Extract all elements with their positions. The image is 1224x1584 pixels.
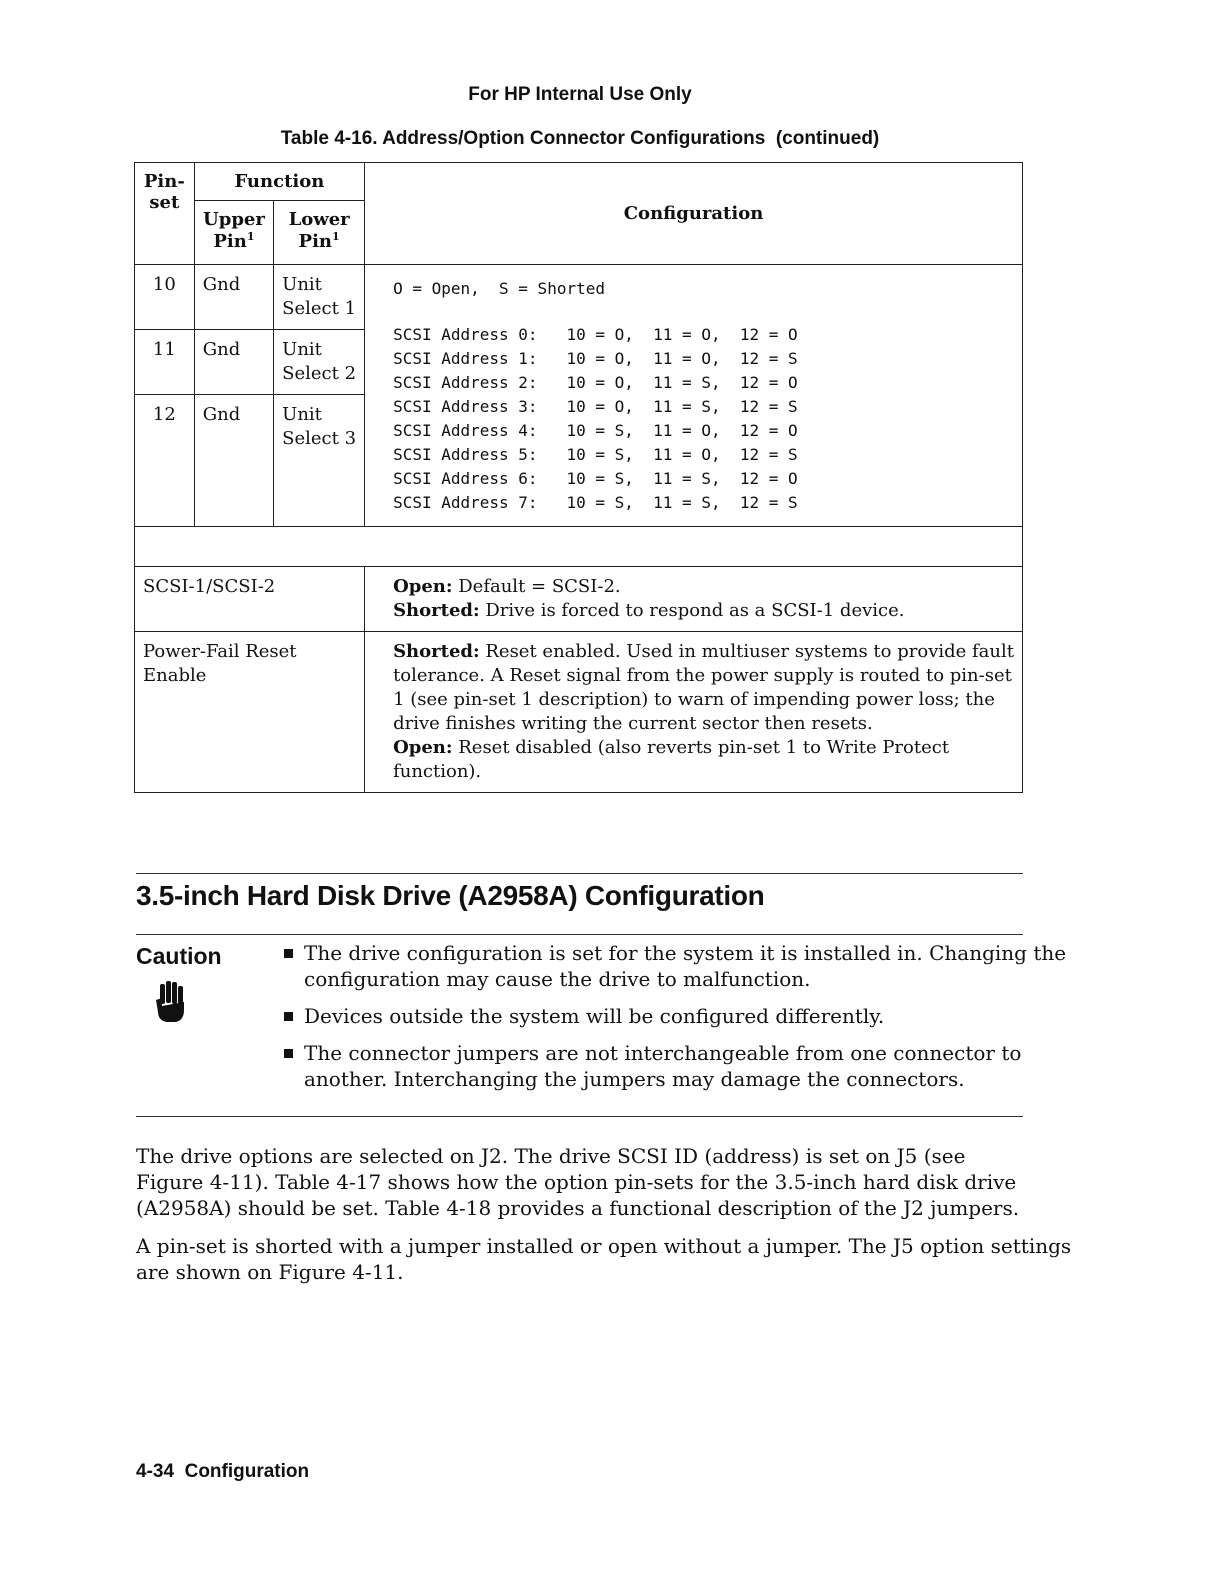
section-heading: 3.5-inch Hard Disk Drive (A2958A) Configuration (136, 880, 765, 911)
option-name-cell: SCSI-1/SCSI-2 (135, 567, 365, 632)
shorted-label: Shorted: (393, 641, 480, 662)
open-text: Default = SCSI-2. (452, 576, 621, 597)
caution-line: The connector jumpers are not interchangeable from one connector to (304, 1041, 1022, 1065)
body-paragraph-2 (136, 1233, 1072, 1285)
upper-pin-cell: Gnd (194, 265, 273, 330)
upper-pin-cell: Gnd (194, 330, 273, 395)
open-shorted-legend: O = Open, S = Shorted (393, 279, 605, 298)
bullet-icon (284, 1049, 293, 1058)
header-lower-pin-label: Pin (298, 231, 333, 252)
scsi-address-line: SCSI Address 7: 10 = S, 11 = S, 12 = S (393, 493, 798, 512)
table-row (135, 567, 1023, 632)
scsi-address-line: SCSI Address 2: 10 = O, 11 = S, 12 = O (393, 373, 798, 392)
header-function: Function (194, 163, 364, 201)
table-row (135, 632, 1023, 793)
caution-label: Caution (136, 943, 222, 969)
header-lower-pin (274, 201, 365, 265)
internal-use-note: For HP Internal Use Only (468, 84, 692, 105)
description-line: 1 (see pin-set 1 description) to warn of impending power loss; the (393, 689, 995, 710)
body-paragraph-1 (136, 1143, 1026, 1221)
description-line: tolerance. A Reset signal from the power supply is routed to pin-set (393, 665, 1012, 686)
pinset-cell: 12 (135, 395, 195, 527)
upper-pin-cell: Gnd (194, 395, 273, 527)
section-rule-top (136, 873, 1023, 874)
table-row (135, 265, 1023, 330)
caution-item (284, 1003, 1029, 1029)
lower-pin-cell (274, 265, 365, 330)
caution-line: another. Interchanging the jumpers may damage the connectors. (304, 1067, 965, 1091)
lower-pin-line: Select 1 (282, 298, 357, 319)
scsi-address-line: SCSI Address 6: 10 = S, 11 = S, 12 = O (393, 469, 798, 488)
shorted-text: Drive is forced to respond as a SCSI-1 device. (479, 600, 905, 621)
footer-section: Configuration (184, 1461, 310, 1482)
scsi-address-line: SCSI Address 3: 10 = O, 11 = S, 12 = S (393, 397, 798, 416)
option-description-cell (365, 632, 1023, 793)
header-upper-label: Upper (203, 209, 265, 230)
connector-config-table (134, 162, 1023, 793)
spacer-row (135, 527, 1023, 567)
caution-rule-bottom (136, 1116, 1023, 1117)
description-line: function). (393, 761, 482, 782)
header-pinset: Pin-set (135, 163, 195, 265)
paragraph-line: (A2958A) should be set. Table 4-18 provides a functional description of the J2 jumpers. (136, 1196, 1020, 1220)
footnote-marker: 1 (332, 230, 340, 243)
header-upper-pin-label: Pin (213, 231, 247, 252)
lower-pin-cell (274, 395, 365, 527)
lower-pin-line: Select 2 (282, 363, 357, 384)
scsi-address-line: SCSI Address 5: 10 = S, 11 = O, 12 = S (393, 445, 798, 464)
bullet-icon (284, 949, 293, 958)
caution-item (284, 940, 1067, 992)
caution-list (284, 940, 1067, 1103)
open-label: Open: (393, 737, 453, 758)
empty-cell (135, 527, 1023, 567)
open-text: Reset disabled (also reverts pin-set 1 to Write Protect (452, 737, 950, 758)
table-title: Table 4-16. Address/Option Connector Configurations (continued) (280, 128, 880, 149)
header-upper-pin (194, 201, 273, 265)
option-description-cell (365, 567, 1023, 632)
page-number: 4-34 (136, 1461, 175, 1482)
header-lower-label: Lower (288, 209, 350, 230)
scsi-address-line: SCSI Address 0: 10 = O, 11 = O, 12 = O (393, 325, 798, 344)
scsi-address-line: SCSI Address 1: 10 = O, 11 = O, 12 = S (393, 349, 798, 368)
caution-line: The drive configuration is set for the system it is installed in. Changing the (304, 941, 1067, 965)
caution-line: Devices outside the system will be configured differently. (304, 1004, 885, 1028)
paragraph-line: A pin-set is shorted with a jumper installed or open without a jumper. The J5 option settings (136, 1234, 1072, 1258)
page-footer (136, 1461, 309, 1483)
option-name-cell: Power-Fail Reset Enable (135, 632, 365, 793)
scsi-address-cell (365, 265, 1023, 527)
section-rule-under-heading (136, 934, 1023, 935)
pinset-cell: 11 (135, 330, 195, 395)
caution-hand-icon (154, 980, 188, 1024)
shorted-label: Shorted: (393, 600, 480, 621)
description-line: drive finishes writing the current sector then resets. (393, 713, 873, 734)
shorted-text: Reset enabled. Used in multiuser systems to provide fault (479, 641, 1014, 662)
caution-item (284, 1040, 1029, 1092)
scsi-address-line: SCSI Address 4: 10 = S, 11 = O, 12 = O (393, 421, 798, 440)
paragraph-line: Figure 4-11). Table 4-17 shows how the option pin-sets for the 3.5-inch hard disk drive (136, 1170, 1017, 1194)
open-label: Open: (393, 576, 453, 597)
lower-pin-cell (274, 330, 365, 395)
footnote-marker: 1 (246, 230, 255, 243)
bullet-icon (284, 1012, 293, 1021)
pinset-cell: 10 (135, 265, 195, 330)
lower-pin-line: Select 3 (282, 428, 357, 449)
lower-pin-line: Unit (282, 339, 322, 360)
caution-line: configuration may cause the drive to malfunction. (304, 967, 811, 991)
lower-pin-line: Unit (282, 404, 322, 425)
paragraph-line: The drive options are selected on J2. The drive SCSI ID (address) is set on J5 (see (136, 1144, 966, 1168)
header-configuration: Configuration (365, 163, 1023, 265)
paragraph-line: are shown on Figure 4-11. (136, 1260, 404, 1284)
lower-pin-line: Unit (282, 274, 322, 295)
